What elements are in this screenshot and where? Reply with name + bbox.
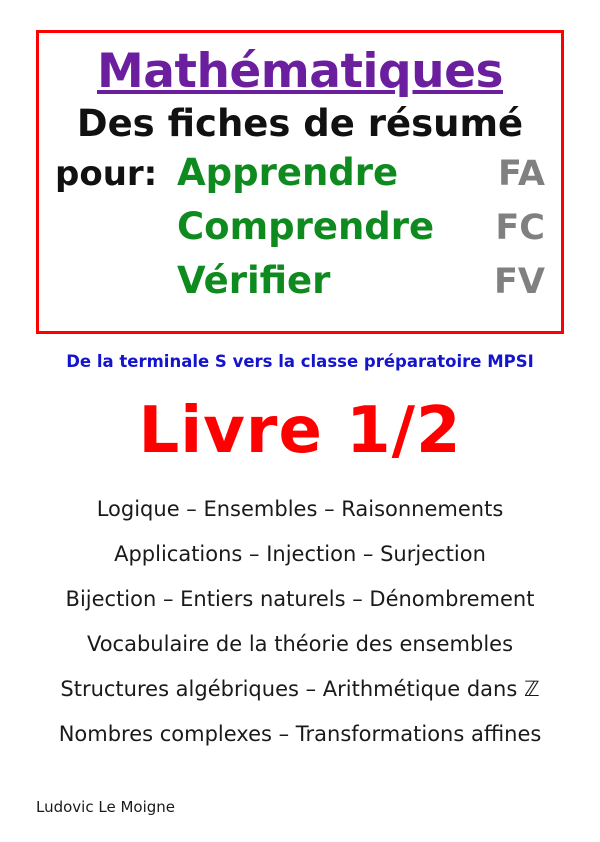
purpose-prefix-label: pour: (55, 154, 158, 195)
purpose-code-fa: FA (498, 154, 545, 195)
purpose-verb-apprendre: Apprendre (177, 151, 399, 195)
purpose-row (55, 259, 545, 313)
level-line: De la terminale S vers la classe préparatoire MPSI (66, 352, 534, 371)
purpose-verb-comprendre: Comprendre (177, 205, 435, 249)
purpose-row (55, 151, 545, 205)
contents-line: Vocabulaire de la théorie des ensembles (86, 632, 514, 656)
contents-list (0, 487, 600, 757)
purpose-code-fv: FV (494, 262, 545, 303)
purpose-code-fc: FC (495, 208, 545, 249)
contents-line: Logique – Ensembles – Raisonnements (96, 497, 504, 521)
contents-line: Structures algébriques – Arithmétique dans ℤ (60, 677, 540, 701)
page-title: Mathématiques (96, 44, 503, 99)
purpose-row (55, 205, 545, 259)
contents-line: Nombres complexes – Transformations affines (58, 722, 542, 746)
contents-line: Applications – Injection – Surjection (114, 542, 486, 566)
purpose-verb-verifier: Vérifier (177, 259, 331, 303)
contents-line: Bijection – Entiers naturels – Dénombrement (65, 587, 535, 611)
volume-title: Livre 1/2 (138, 394, 462, 468)
author-name: Ludovic Le Moigne (36, 798, 175, 816)
purpose-list (55, 151, 545, 313)
page-subtitle: Des fiches de résumé (76, 102, 524, 146)
title-box (36, 30, 564, 334)
